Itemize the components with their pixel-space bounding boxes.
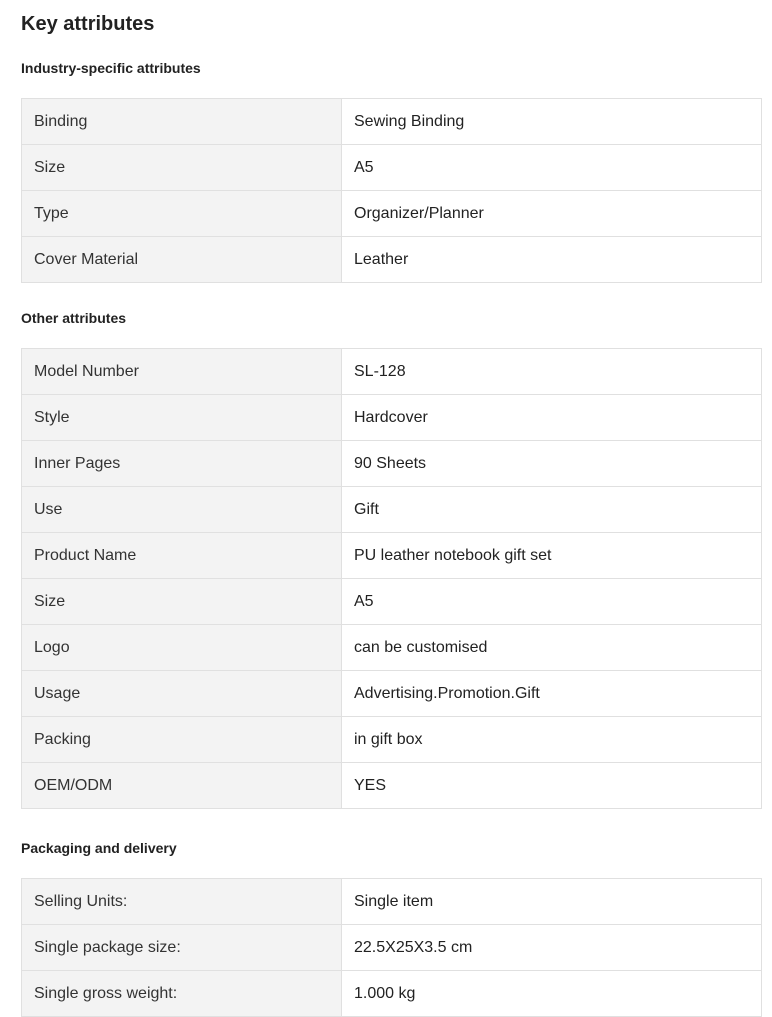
attr-value: YES bbox=[342, 763, 762, 809]
industry-attributes-table bbox=[21, 98, 762, 283]
attr-value: SL-128 bbox=[342, 349, 762, 395]
attr-value: Gift bbox=[342, 487, 762, 533]
attr-value: 22.5X25X3.5 cm bbox=[342, 925, 762, 971]
table-row bbox=[22, 441, 762, 487]
attr-key: Size bbox=[22, 145, 342, 191]
attr-key: Style bbox=[22, 395, 342, 441]
attr-value: Advertising.Promotion.Gift bbox=[342, 671, 762, 717]
section-title-industry: Industry-specific attributes bbox=[21, 60, 201, 76]
other-attributes-table bbox=[21, 348, 762, 809]
attr-key: Single package size: bbox=[22, 925, 342, 971]
table-row bbox=[22, 487, 762, 533]
attr-value: A5 bbox=[342, 145, 762, 191]
table-row bbox=[22, 671, 762, 717]
attr-key: OEM/ODM bbox=[22, 763, 342, 809]
attr-key: Use bbox=[22, 487, 342, 533]
attr-key: Inner Pages bbox=[22, 441, 342, 487]
table-row bbox=[22, 349, 762, 395]
table-row bbox=[22, 925, 762, 971]
table-row bbox=[22, 145, 762, 191]
table-row bbox=[22, 237, 762, 283]
attr-value: 1.000 kg bbox=[342, 971, 762, 1017]
attr-value: can be customised bbox=[342, 625, 762, 671]
attr-value: Hardcover bbox=[342, 395, 762, 441]
attr-value: A5 bbox=[342, 579, 762, 625]
table-row bbox=[22, 395, 762, 441]
table-row bbox=[22, 533, 762, 579]
table-row bbox=[22, 763, 762, 809]
attr-value: PU leather notebook gift set bbox=[342, 533, 762, 579]
attr-value: 90 Sheets bbox=[342, 441, 762, 487]
attr-value: in gift box bbox=[342, 717, 762, 763]
attr-key: Packing bbox=[22, 717, 342, 763]
attr-key: Product Name bbox=[22, 533, 342, 579]
section-title-packaging: Packaging and delivery bbox=[21, 840, 177, 856]
packaging-table bbox=[21, 878, 762, 1017]
table-row bbox=[22, 191, 762, 237]
table-row bbox=[22, 625, 762, 671]
table-row bbox=[22, 579, 762, 625]
attr-key: Model Number bbox=[22, 349, 342, 395]
section-title-other: Other attributes bbox=[21, 310, 127, 326]
table-row bbox=[22, 717, 762, 763]
table-row bbox=[22, 99, 762, 145]
attr-key: Size bbox=[22, 579, 342, 625]
attr-value: Sewing Binding bbox=[342, 99, 762, 145]
attr-key: Binding bbox=[22, 99, 342, 145]
attr-key: Logo bbox=[22, 625, 342, 671]
attr-value: Organizer/Planner bbox=[342, 191, 762, 237]
attr-key: Cover Material bbox=[22, 237, 342, 283]
table-row bbox=[22, 879, 762, 925]
attr-key: Single gross weight: bbox=[22, 971, 342, 1017]
attr-key: Usage bbox=[22, 671, 342, 717]
attr-value: Single item bbox=[342, 879, 762, 925]
attr-key: Type bbox=[22, 191, 342, 237]
attr-key: Selling Units: bbox=[22, 879, 342, 925]
page-title: Key attributes bbox=[21, 13, 155, 35]
attr-value: Leather bbox=[342, 237, 762, 283]
